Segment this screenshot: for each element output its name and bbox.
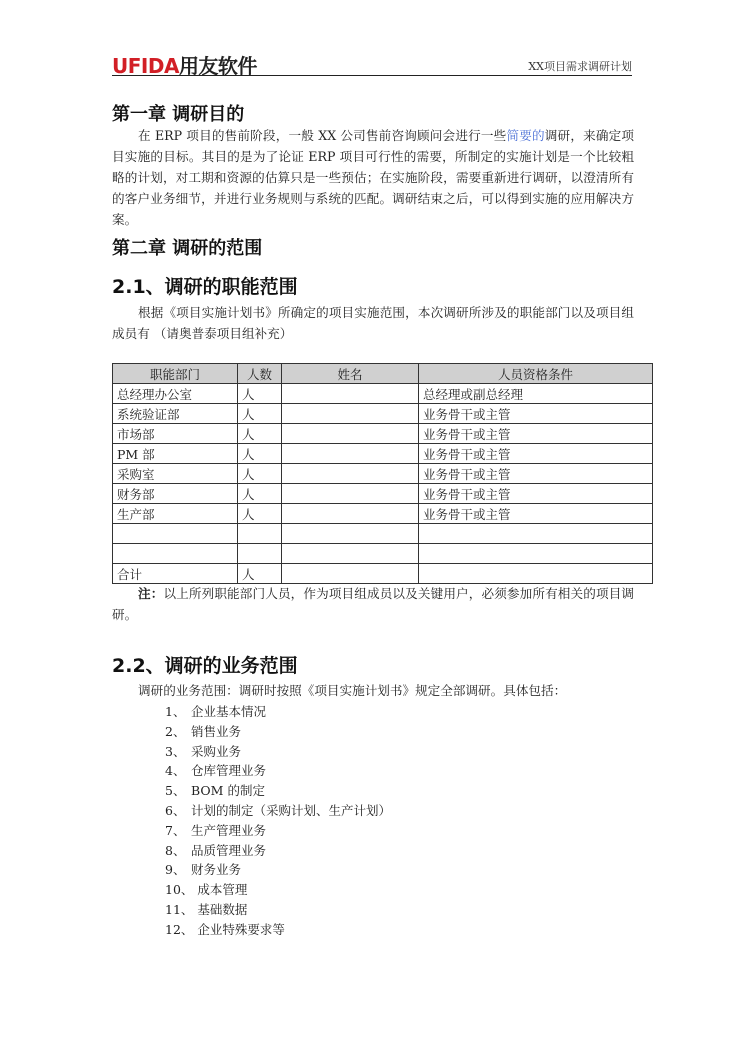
table-cell: 业务骨干或主管 <box>419 484 653 504</box>
table-cell <box>419 524 653 544</box>
table-cell <box>282 564 419 584</box>
list-item <box>165 920 391 940</box>
table-cell: 人 <box>238 424 282 444</box>
table-cell <box>113 544 238 564</box>
chapter-1-paragraph <box>112 125 634 230</box>
table-cell: 业务骨干或主管 <box>419 504 653 524</box>
list-number: 6、 <box>165 802 186 818</box>
list-number: 7、 <box>165 822 186 838</box>
list-text: BOM 的制定 <box>191 783 265 799</box>
list-number: 9、 <box>165 862 186 878</box>
table-cell: 采购室 <box>113 464 238 484</box>
list-number: 10、 <box>165 882 194 898</box>
para-text: 在 ERP 项目的售前阶段，一般 XX 公司售前咨询顾问会进行一些 <box>138 128 507 143</box>
table-cell: 人 <box>238 484 282 504</box>
list-number: 12、 <box>165 921 194 937</box>
note-text: 以上所列职能部门人员，作为项目组成员以及关键用户，必须参加所有相关的项目调研。 <box>112 586 635 622</box>
table-cell <box>282 524 419 544</box>
table-cell <box>282 504 419 524</box>
table-cell: 人 <box>238 404 282 424</box>
list-text: 品质管理业务 <box>191 842 267 858</box>
table-row <box>113 544 653 564</box>
table-cell <box>282 384 419 404</box>
list-text: 企业特殊要求等 <box>193 921 285 937</box>
list-item <box>165 860 391 880</box>
list-text: 生产管理业务 <box>191 822 267 838</box>
table-row <box>113 404 653 424</box>
table-note <box>112 583 634 625</box>
table-cell: 人 <box>238 564 282 584</box>
staff-table <box>112 363 653 584</box>
list-number: 2、 <box>165 723 186 739</box>
list-number: 3、 <box>165 743 186 759</box>
table-cell: 财务部 <box>113 484 238 504</box>
column-header: 姓名 <box>282 364 419 384</box>
table-cell <box>282 444 419 464</box>
list-text: 计划的制定（采购计划、生产计划） <box>191 802 392 818</box>
list-item <box>165 781 391 801</box>
section-2-1-heading: 2.1、调研的职能范围 <box>112 276 298 298</box>
column-header: 人数 <box>238 364 282 384</box>
note-label: 注： <box>138 586 164 601</box>
table-cell <box>419 544 653 564</box>
table-cell: 总经理办公室 <box>113 384 238 404</box>
list-item <box>165 900 391 920</box>
list-item <box>165 841 391 861</box>
table-cell: 人 <box>238 504 282 524</box>
chapter-1-heading: 第一章 调研目的 <box>112 104 245 125</box>
table-cell: 人 <box>238 384 282 404</box>
table-cell: 人 <box>238 464 282 484</box>
table-row <box>113 564 653 584</box>
list-text: 采购业务 <box>191 743 242 759</box>
table-cell <box>282 424 419 444</box>
table-cell: 生产部 <box>113 504 238 524</box>
list-number: 5、 <box>165 783 186 799</box>
list-item <box>165 761 391 781</box>
highlighted-text: 简要的 <box>506 128 545 143</box>
table-cell <box>238 524 282 544</box>
table-cell <box>282 404 419 424</box>
table-cell: 总经理或副总经理 <box>419 384 653 404</box>
list-number: 1、 <box>165 704 186 719</box>
table-cell: 市场部 <box>113 424 238 444</box>
table-cell: 业务骨干或主管 <box>419 424 653 444</box>
section-2-1-paragraph: 根据《项目实施计划书》所确定的项目实施范围，本次调研所涉及的职能部门以及项目组成员有 （请奥普泰项目组补充） <box>112 305 634 341</box>
table-cell <box>282 544 419 564</box>
ufida-logo: UFIDA用友软件 <box>112 54 257 78</box>
section-2-2-heading: 2.2、调研的业务范围 <box>112 655 298 677</box>
list-number: 11、 <box>165 901 194 917</box>
list-item <box>165 880 391 900</box>
section-2-2-paragraph: 调研的业务范围：调研时按照《项目实施计划书》规定全部调研。具体包括： <box>138 683 567 698</box>
table-cell: 系统验证部 <box>113 404 238 424</box>
list-number: 8、 <box>165 842 186 858</box>
table-cell: 人 <box>238 444 282 464</box>
list-item <box>165 722 391 742</box>
table-cell: 业务骨干或主管 <box>419 404 653 424</box>
table-row <box>113 444 653 464</box>
para-text: 调研，来确定项目实施的目标。其目的是为了论证 ERP 项目可行性的需要，所制定的实施计划是一个比较粗略的计划，对工期和资源的估算只是一些预估；在实施阶段，需要重新进行调研，以澄清所有的客户业务细节，并进行业务规则与系统的匹配。调研结束之后，可以得到实施的应用解决方案。 <box>112 128 635 227</box>
list-text: 基础数据 <box>193 901 248 917</box>
table-cell <box>113 524 238 544</box>
table-cell: 业务骨干或主管 <box>419 464 653 484</box>
table-cell <box>419 564 653 584</box>
table-row <box>113 384 653 404</box>
list-item <box>165 742 391 762</box>
list-text: 销售业务 <box>191 723 242 739</box>
table-cell: 业务骨干或主管 <box>419 444 653 464</box>
table-cell <box>282 464 419 484</box>
table-row <box>113 524 653 544</box>
table-header-row <box>113 364 653 384</box>
document-header-title: XX项目需求调研计划 <box>528 60 632 73</box>
list-text: 企业基本情况 <box>191 704 267 719</box>
list-item <box>165 702 391 722</box>
column-header: 职能部门 <box>113 364 238 384</box>
list-item <box>165 801 391 821</box>
table-cell <box>282 484 419 504</box>
list-text: 成本管理 <box>193 882 248 898</box>
list-text: 财务业务 <box>191 862 242 878</box>
table-row <box>113 504 653 524</box>
chapter-2-heading: 第二章 调研的范围 <box>112 238 263 259</box>
list-number: 4、 <box>165 763 186 779</box>
business-scope-list <box>165 702 391 940</box>
table-row <box>113 484 653 504</box>
header-divider <box>112 75 632 76</box>
table-row <box>113 464 653 484</box>
list-text: 仓库管理业务 <box>191 763 267 779</box>
table-cell: PM 部 <box>113 444 238 464</box>
column-header: 人员资格条件 <box>419 364 653 384</box>
table-row <box>113 424 653 444</box>
table-cell: 合计 <box>113 564 238 584</box>
table-cell <box>238 544 282 564</box>
list-item <box>165 821 391 841</box>
